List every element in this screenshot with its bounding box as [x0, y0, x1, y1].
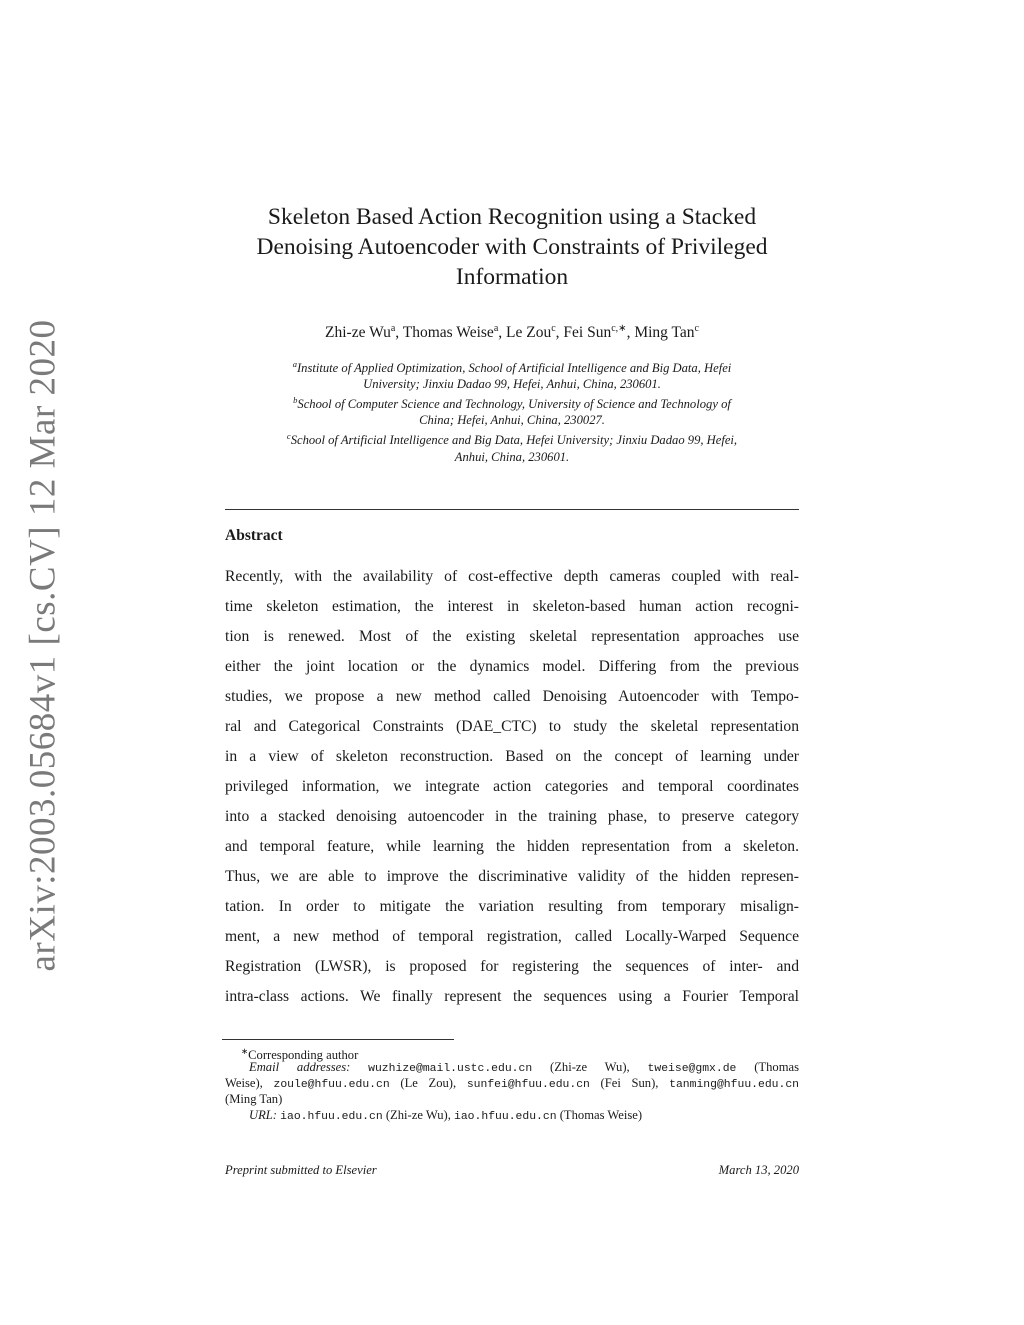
- abstract-line: ral and Categorical Constraints (DAE_CTC) to study the skeletal representation: [225, 718, 799, 735]
- footnote-mark: ∗: [241, 1046, 249, 1056]
- title-line: Skeleton Based Action Recognition using a Stacked: [267, 204, 757, 230]
- paper-title: [225, 202, 799, 292]
- author-name: Thomas Weise: [402, 324, 494, 342]
- author-affil-mark: c,∗: [611, 323, 627, 334]
- url-owner: (Thomas Weise): [559, 1108, 643, 1122]
- email-link[interactable]: tweise@gmx.de: [647, 1063, 737, 1075]
- abstract-line: either the joint location or the dynamics model. Differing from the previous: [225, 658, 799, 675]
- abstract-line: time skeleton estimation, the interest in skeleton-based human action recogni-: [225, 598, 799, 615]
- affiliations: [228, 356, 796, 465]
- affiliation-line: China; Hefei, Anhui, China, 230027.: [419, 413, 605, 428]
- abstract-line: in a view of skeleton reconstruction. Based on the concept of learning under: [225, 748, 799, 765]
- abstract-line: and temporal feature, while learning the hidden representation from a skeleton.: [225, 838, 799, 855]
- author-affil-mark: a: [493, 323, 499, 334]
- email-owner: Weise),: [225, 1076, 263, 1090]
- abstract-line: ment, a new method of temporal registration, called Locally-Warped Sequence: [225, 928, 799, 945]
- footnote-emails: [225, 1059, 799, 1075]
- abstract-top-rule: [225, 509, 799, 510]
- email-owner: (Zhi-ze Wu),: [550, 1060, 630, 1074]
- abstract-heading: Abstract: [225, 527, 283, 544]
- email-link[interactable]: tanming@hfuu.edu.cn: [669, 1079, 799, 1091]
- author-affil-mark: c: [551, 323, 556, 334]
- author-affil-mark: c: [694, 323, 699, 334]
- email-owner: (Le Zou),: [400, 1076, 457, 1090]
- arxiv-stamp-text: arXiv:2003.05684v1 [cs.CV] 12 Mar 2020: [22, 318, 64, 972]
- affiliation-line: Anhui, China, 230601.: [454, 449, 570, 464]
- author-affil-mark: a: [390, 323, 396, 334]
- abstract-line: studies, we propose a new method called Denoising Autoencoder with Tempo-: [225, 688, 799, 705]
- abstract-line: tion is renewed. Most of the existing skeletal representation approaches use: [225, 628, 799, 645]
- email-owner: (Fei Sun),: [600, 1076, 659, 1090]
- email-link[interactable]: zoule@hfuu.edu.cn: [273, 1079, 390, 1091]
- title-line: Denoising Autoencoder with Constraints of Privileged: [256, 234, 768, 260]
- abstract-line: Recently, with the availability of cost-effective depth cameras coupled with real-: [225, 568, 799, 585]
- footnote-emails-cont: [225, 1075, 799, 1091]
- footnote-rule: [222, 1039, 454, 1040]
- author-name: Fei Sun: [563, 324, 612, 342]
- abstract-line: Thus, we are able to improve the discriminative validity of the hidden represen-: [225, 868, 799, 885]
- affiliation-line: University; Jinxiu Dadao 99, Hefei, Anhui, China, 230601.: [363, 377, 661, 392]
- footer-preprint-note: Preprint submitted to Elsevier: [225, 1163, 377, 1177]
- abstract-line: intra-class actions. We finally represent the sequences using a Fourier Temporal: [225, 988, 799, 1005]
- email-label: Email addresses:: [249, 1060, 351, 1074]
- abstract-line: Registration (LWSR), is proposed for registering the sequences of inter- and: [225, 958, 799, 975]
- abstract-line: privileged information, we integrate action categories and temporal coordinates: [225, 778, 799, 795]
- footnote-urls: [225, 1107, 799, 1123]
- affiliation-line: School of Computer Science and Technology, University of Science and Technology of: [297, 397, 731, 412]
- abstract-line: into a stacked denoising autoencoder in the training phase, to preserve category: [225, 808, 799, 825]
- url-link[interactable]: iao.hfuu.edu.cn: [454, 1111, 557, 1123]
- url-link[interactable]: iao.hfuu.edu.cn: [280, 1111, 383, 1123]
- affiliation-c: [228, 428, 796, 448]
- author-name: Zhi-ze Wu: [325, 324, 391, 342]
- affiliation-mark: a: [292, 359, 297, 369]
- email-link[interactable]: wuzhize@mail.ustc.edu.cn: [368, 1063, 533, 1075]
- email-owner: (Thomas: [754, 1060, 800, 1074]
- affiliation-mark: c: [286, 431, 291, 442]
- arxiv-identifier-stamp: [18, 318, 68, 972]
- footnote-email-tail: (Ming Tan): [225, 1092, 283, 1106]
- affiliation-a: [228, 356, 796, 376]
- footnotes: [225, 1043, 799, 1123]
- author-name: Ming Tan: [634, 324, 695, 342]
- abstract-line: tation. In order to mitigate the variation resulting from temporary misalign-: [225, 898, 799, 915]
- affiliation-mark: b: [293, 395, 298, 406]
- footnote-text: Corresponding author: [248, 1048, 359, 1063]
- abstract-body: [225, 562, 799, 1012]
- email-link[interactable]: sunfei@hfuu.edu.cn: [466, 1079, 590, 1091]
- author-list: Zhi-ze Wu$^a$, Thomas Weise$^a$, Le Zou$^c$, Fei Sun$^{c,∗}$, Ming Tan$^c$: [325, 323, 699, 342]
- affiliation-line: Institute of Applied Optimization, School of Artificial Intelligence and Big Data, Hefei: [296, 361, 732, 376]
- affiliation-line: School of Artificial Intelligence and Big Data, Hefei University; Jinxiu Dadao 99, Hefei,: [290, 433, 738, 448]
- url-label: URL:: [249, 1108, 277, 1122]
- author-name: Le Zou: [506, 324, 552, 342]
- affiliation-b: [228, 392, 796, 412]
- title-line: Information: [455, 264, 569, 290]
- url-owner: (Zhi-ze Wu),: [385, 1108, 451, 1122]
- footnote-corresponding: [225, 1043, 799, 1063]
- footer-date: March 13, 2020: [718, 1163, 799, 1177]
